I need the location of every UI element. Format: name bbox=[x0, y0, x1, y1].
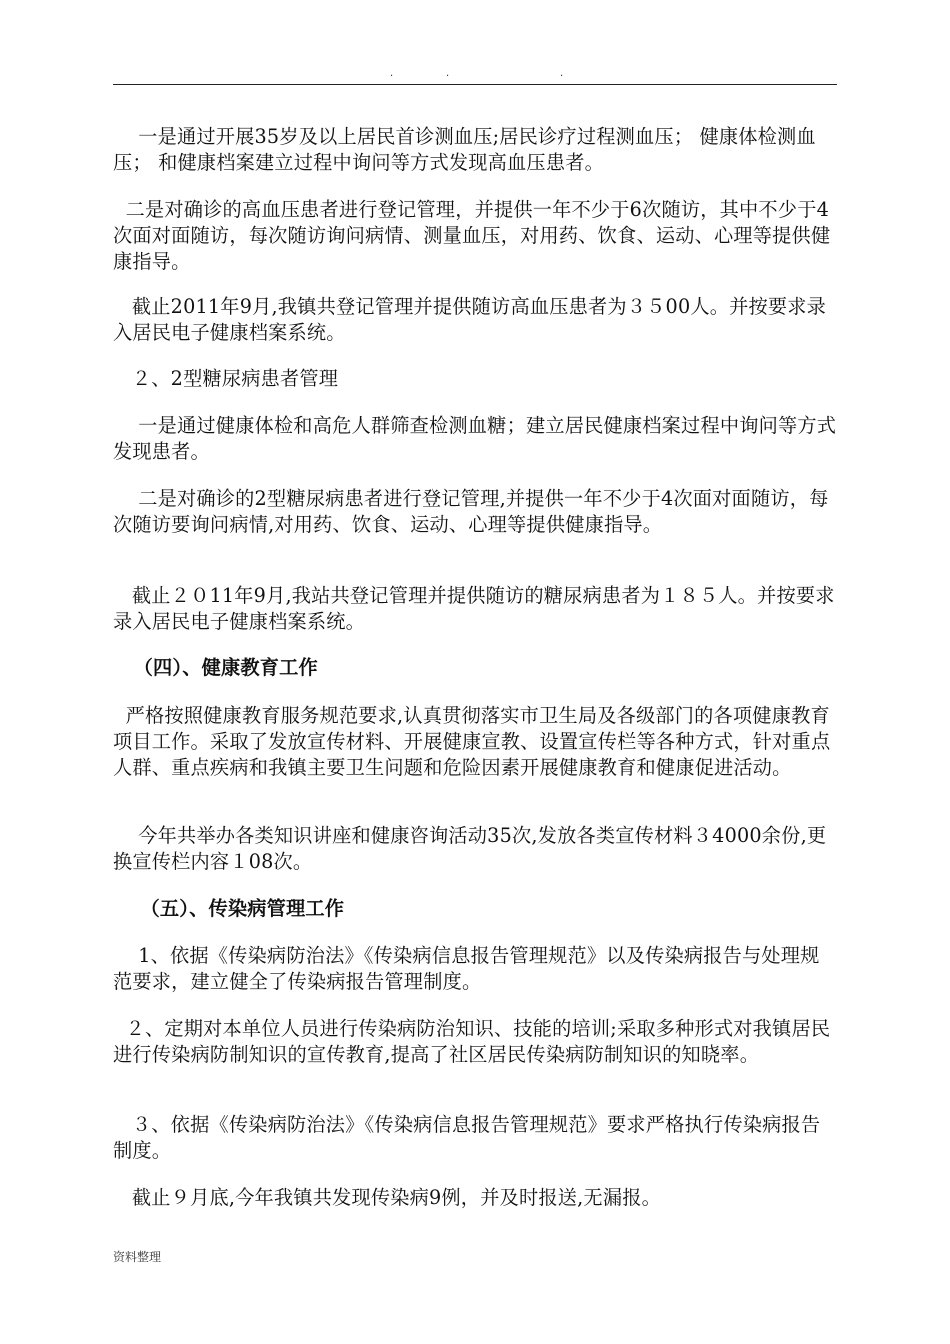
paragraph-hypertension-detection: 一是通过开展35岁及以上居民首诊测血压;居民诊疗过程测血压； 健康体检测血压； 和健康档案建立过程中询问等方式发现高血压患者。 bbox=[113, 125, 816, 174]
section-heading-health-education: （四）、健康教育工作 bbox=[113, 656, 318, 679]
subheading-diabetes: ２、2型糖尿病患者管理 bbox=[113, 367, 339, 390]
page-footer-label: 资料整理 bbox=[113, 1250, 162, 1264]
paragraph-hypertension-followup: 二是对确诊的高血压患者进行登记管理，并提供一年不少于6次随访，其中不少于4次面对面随访，每次随访询问病情、测量血压，对用药、饮食、运动、心理等提供健康指导。 bbox=[113, 198, 831, 273]
section-heading-infectious-disease: （五）、传染病管理工作 bbox=[113, 897, 345, 920]
header-rule bbox=[113, 84, 837, 85]
paragraph-health-education-stats: 今年共举办各类知识讲座和健康咨询活动35次,发放各类宣传材料３4000余份,更换宣传栏内容１08次。 bbox=[113, 824, 827, 873]
paragraph-diabetes-detection: 一是通过健康体检和高危人群筛查检测血糖；建立居民健康档案过程中询问等方式发现患者。 bbox=[113, 414, 837, 463]
paragraph-infectious-disease-total: 截止９月底,今年我镇共发现传染病9例，并及时报送,无漏报。 bbox=[113, 1186, 661, 1209]
header-dot: . bbox=[446, 68, 450, 79]
paragraph-infectious-disease-3: ３、依据《传染病防治法》《传染病信息报告管理规范》要求严格执行传染病报告制度。 bbox=[113, 1113, 821, 1162]
paragraph-diabetes-followup: 二是对确诊的2型糖尿病患者进行登记管理,并提供一年不少于4次面对面随访，每次随访要询问病情,对用药、饮食、运动、心理等提供健康指导。 bbox=[113, 487, 829, 536]
header-dot: . bbox=[390, 68, 394, 79]
paragraph-diabetes-total: 截止２０11年9月,我站共登记管理并提供随访的糖尿病患者为１８５人。并按要求录入居民电子健康档案系统。 bbox=[113, 584, 835, 633]
paragraph-health-education: 严格按照健康教育服务规范要求,认真贯彻落实市卫生局及各级部门的各项健康教育项目工作。采取了发放宣传材料、开展健康宣教、设置宣传栏等各种方式，针对重点人群、重点疾病和我镇主要卫生问题和危险因素开展健康教育和健康促进活动。 bbox=[113, 704, 831, 779]
paragraph-infectious-disease-1: 1、依据《传染病防治法》《传染病信息报告管理规范》以及传染病报告与处理规范要求，建立健全了传染病报告管理制度。 bbox=[113, 944, 820, 993]
page-header-dots bbox=[0, 68, 950, 82]
paragraph-infectious-disease-2: ２、定期对本单位人员进行传染病防治知识、技能的培训;采取多种形式对我镇居民进行传染病防制知识的宣传教育,提高了社区居民传染病防制知识的知晓率。 bbox=[113, 1017, 831, 1066]
paragraph-hypertension-total: 截止2011年9月,我镇共登记管理并提供随访高血压患者为３５00人。并按要求录入居民电子健康档案系统。 bbox=[113, 295, 827, 344]
header-dot: . bbox=[560, 68, 564, 79]
